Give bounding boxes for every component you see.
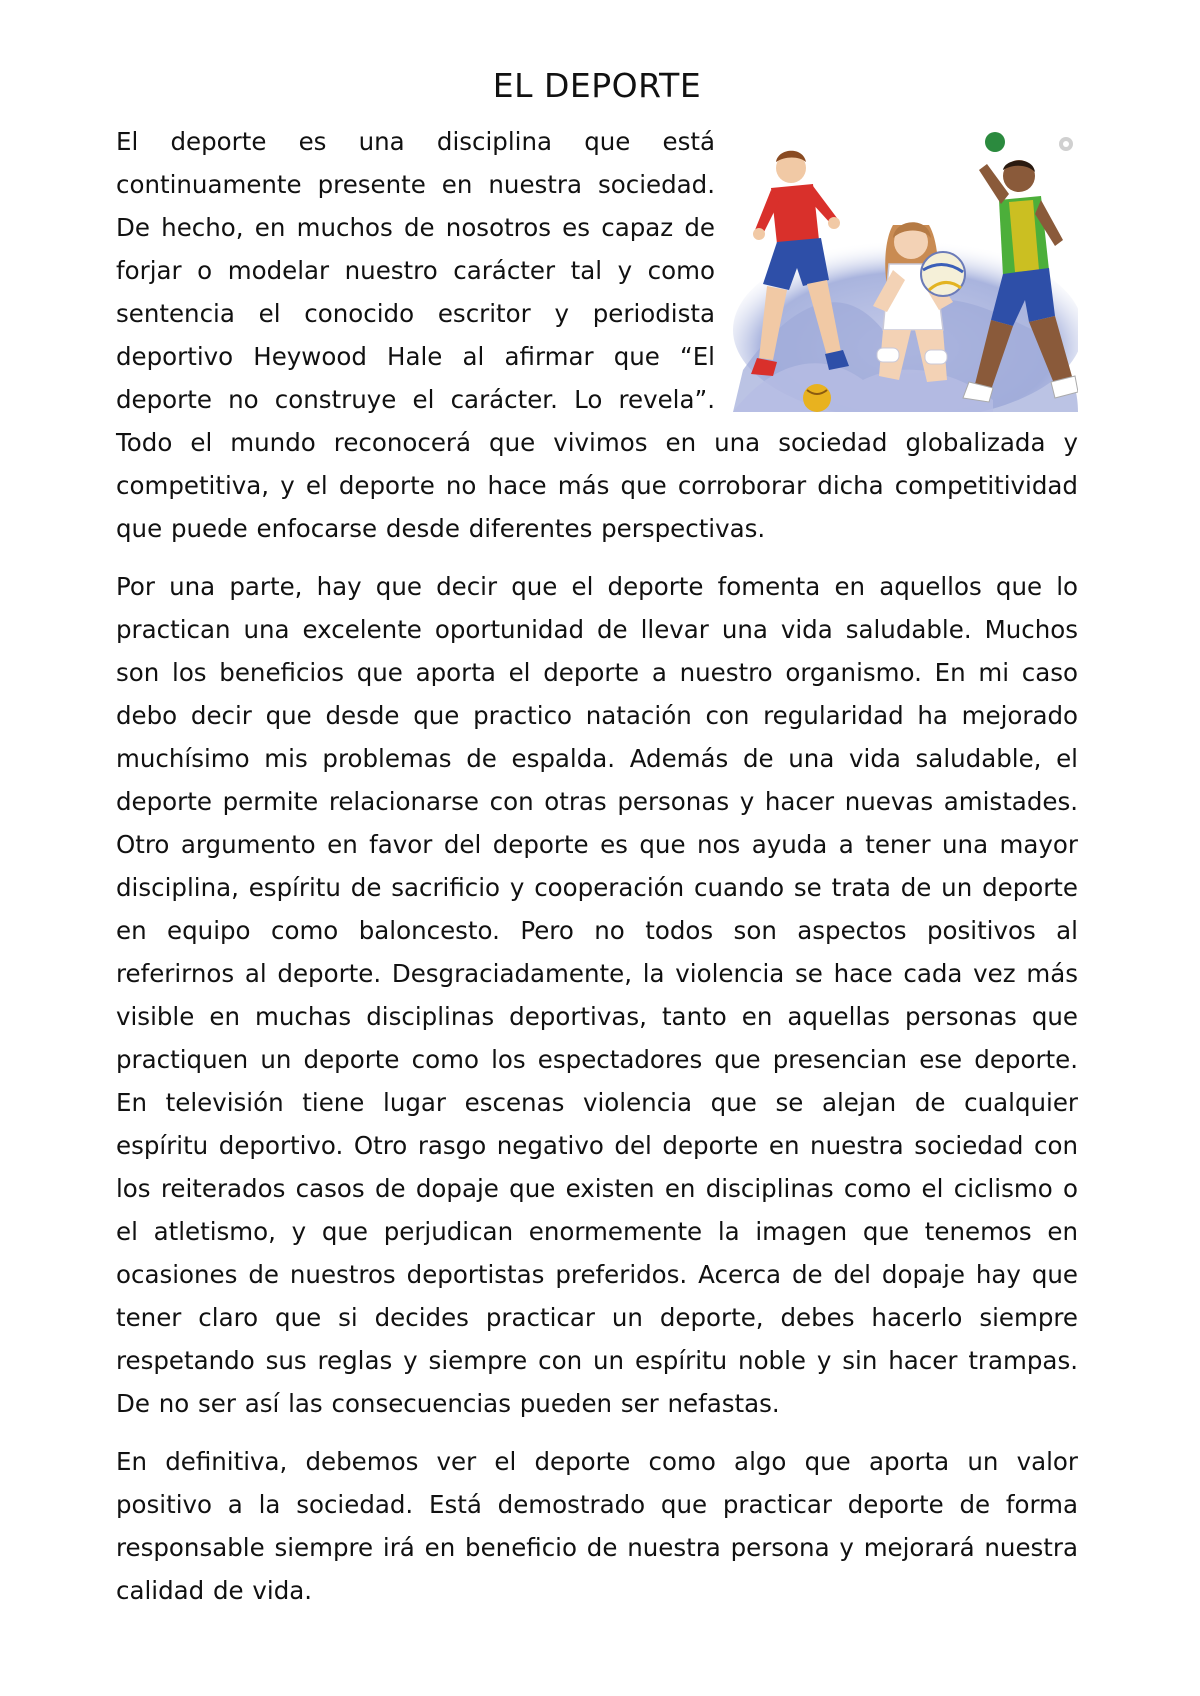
paragraph-body: Por una parte, hay que decir que el deporte fomenta en aquellos que lo practican una excelente oportunidad de llevar una vida saludable. Muchos son los beneficios que aporta el deporte a nuestro organismo. En mi caso debo decir que desde que practico natación con regularidad ha mejorado muchísimo mis problemas de espalda. Además de una vida saludable, el deporte permite relacionarse con otras personas y hacer nuevas amistades. Otro argumento en favor del deporte es que nos ayuda a tener una mayor disciplina, espíritu de sacrificio y cooperación cuando se trata de un deporte en equipo como baloncesto. Pero no todos son aspectos positivos al referirnos al deporte. Desgraciadamente, la violencia se hace cada vez más visible en muchas disciplinas deportivas, tanto en aquellas personas que practiquen un deporte como los espectadores que presencian ese deporte. En televisión tiene lugar escenas violencia que se alejan de cualquier espíritu deportivo. Otro rasgo negativo del deporte en nuestra sociedad con los reiterados casos de dopaje que existen en disciplinas como el ciclismo o el atletismo, y que perjudican enormemente la imagen que tenemos en ocasiones de nuestros deportistas preferidos. Acerca de del dopaje hay que tener claro que si decides practicar un deporte, debes hacerlo siempre respetando sus reglas y siempre con un espíritu noble y sin hacer trampas. De no ser así las consecuencias pueden ser nefastas. xyxy=(116,572,1078,1418)
document-page xyxy=(116,58,1078,1612)
paragraph-conclusion: En definitiva, debemos ver el deporte como algo que aporta un valor positivo a la sociedad. Está demostrado que practicar deporte de forma responsable siempre irá en beneficio de nuestra persona y mejorará nuestra calidad de vida. xyxy=(116,1447,1078,1605)
paragraph-intro: El deporte es una disciplina que está continuamente presente en nuestra sociedad. De hecho, en muchos de nosotros es capaz de forjar o modelar nuestro carácter tal y como sentencia el conocido escritor y periodista deportivo Heywood Hale al afirmar que “El deporte no construye el carácter. Lo revela”. Todo el mundo reconocerá que vivimos en una sociedad globalizada y competitiva, y el deporte no hace más que corroborar dicha competitividad que puede enfocarse desde diferentes perspectivas. xyxy=(116,127,1078,543)
sports-kids-illustration xyxy=(733,130,1078,412)
page-title: EL DEPORTE xyxy=(492,66,702,105)
